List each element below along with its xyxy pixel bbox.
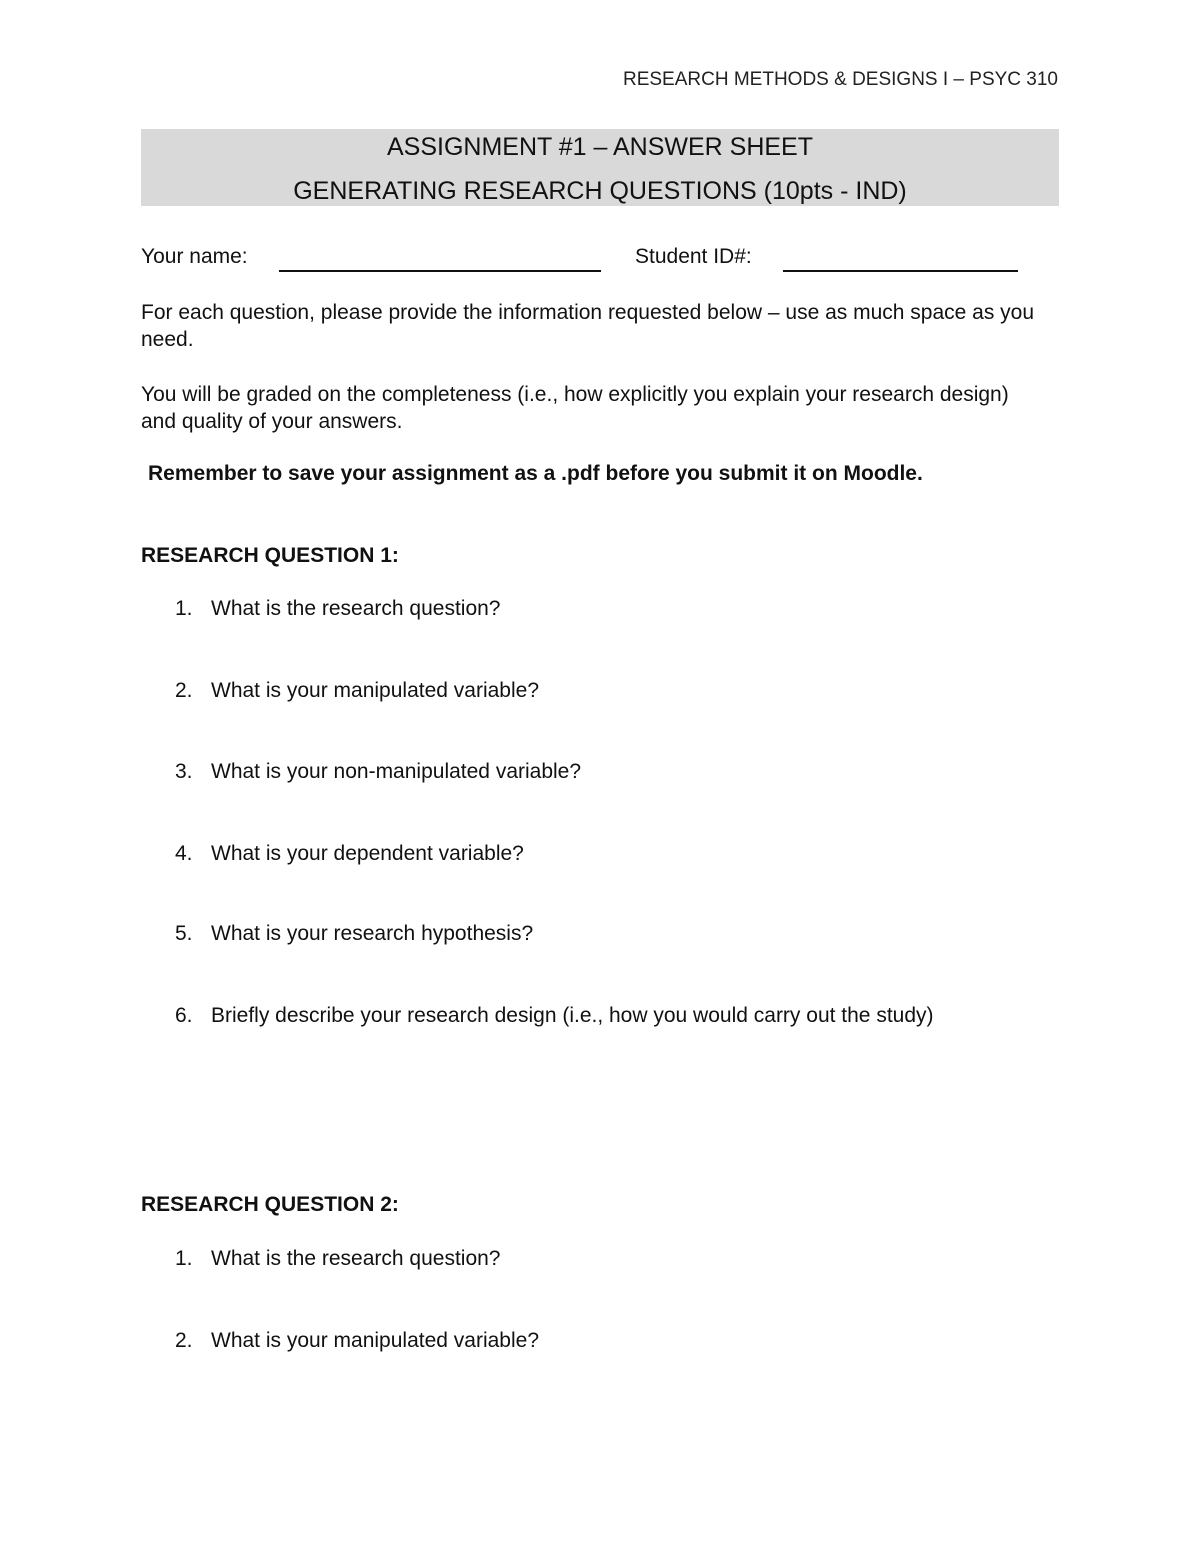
question-item bbox=[175, 597, 501, 621]
question-number: 2. bbox=[175, 1329, 193, 1352]
question-number: 4. bbox=[175, 842, 193, 865]
question-text: What is your dependent variable? bbox=[211, 842, 524, 865]
assignment-subtitle: GENERATING RESEARCH QUESTIONS (10pts - IND) bbox=[293, 177, 907, 205]
question-text: What is your research hypothesis? bbox=[211, 922, 534, 945]
question-number: 2. bbox=[175, 679, 193, 702]
question-text: Briefly describe your research design (i.e., how you would carry out the study) bbox=[211, 1004, 934, 1027]
submission-note: Remember to save your assignment as a .pdf before you submit it on Moodle. bbox=[148, 462, 923, 485]
title-banner bbox=[141, 129, 1059, 206]
question-number: 3. bbox=[175, 760, 193, 783]
question-text: What is the research question? bbox=[211, 1247, 501, 1270]
page-header-course: RESEARCH METHODS & DESIGNS I – PSYC 310 bbox=[622, 69, 1058, 90]
question-text: What is your manipulated variable? bbox=[211, 1329, 540, 1352]
name-label: Your name: bbox=[141, 245, 248, 268]
question-item bbox=[175, 842, 524, 866]
question-item bbox=[175, 922, 533, 946]
instruction-paragraph-1: For each question, please provide the information requested below – use as much space as you need. bbox=[141, 301, 1035, 351]
question-number: 5. bbox=[175, 922, 193, 945]
question-number: 6. bbox=[175, 1004, 193, 1027]
section-heading-q1: RESEARCH QUESTION 1: bbox=[141, 544, 399, 567]
question-text: What is your manipulated variable? bbox=[211, 679, 540, 702]
student-id-field[interactable] bbox=[783, 270, 1018, 272]
question-item bbox=[175, 1329, 539, 1353]
question-number: 1. bbox=[175, 1247, 193, 1270]
section-heading-q2: RESEARCH QUESTION 2: bbox=[141, 1193, 399, 1216]
instruction-paragraph-2: You will be graded on the completeness (i.e., how explicitly you explain your research design) and quality of your answers. bbox=[141, 383, 1009, 433]
question-item bbox=[175, 1247, 501, 1271]
name-field[interactable] bbox=[279, 270, 601, 272]
question-text: What is your non-manipulated variable? bbox=[211, 760, 582, 783]
question-item bbox=[175, 679, 539, 703]
assignment-title: ASSIGNMENT #1 – ANSWER SHEET bbox=[386, 133, 814, 161]
question-item bbox=[175, 1004, 934, 1028]
student-id-label: Student ID#: bbox=[635, 245, 752, 268]
question-number: 1. bbox=[175, 597, 193, 620]
question-item bbox=[175, 760, 581, 784]
question-text: What is the research question? bbox=[211, 597, 501, 620]
